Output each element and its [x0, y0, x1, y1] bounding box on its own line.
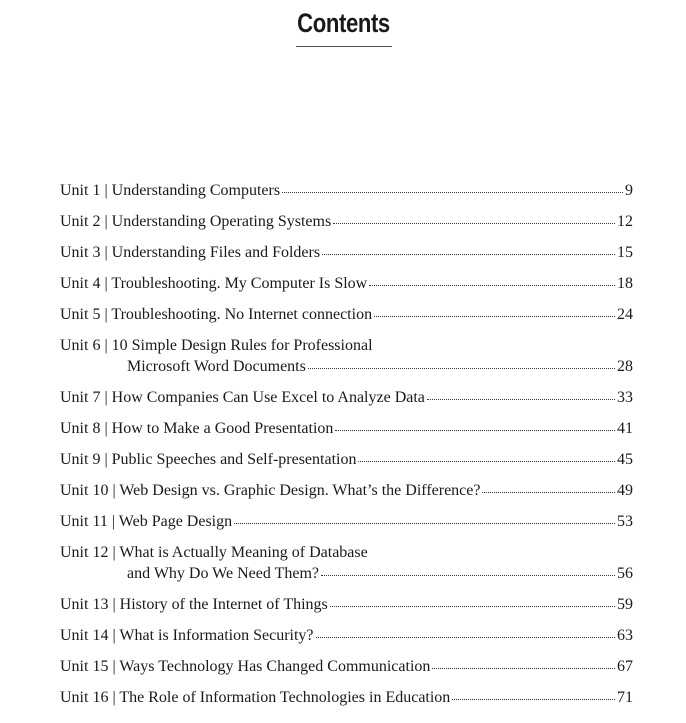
toc-entry-title: Unit 12 | What is Actually Meaning of Database — [60, 544, 368, 561]
toc-entry-title: Unit 13 | History of the Internet of Things — [60, 596, 328, 613]
toc-page-number: 28 — [617, 358, 633, 375]
dot-leader — [330, 595, 615, 609]
toc-entry-line — [60, 418, 633, 439]
toc-entry-title: Unit 15 | Ways Technology Has Changed Communication — [60, 658, 431, 675]
toc-page-number: 12 — [617, 213, 633, 230]
toc-page-number: 67 — [617, 658, 633, 675]
toc-page-number: 9 — [625, 182, 633, 199]
dot-leader — [427, 388, 615, 402]
toc-entry-title: Unit 7 | How Companies Can Use Excel to Analyze Data — [60, 389, 425, 406]
toc-entry[interactable] — [60, 242, 633, 263]
table-of-contents — [60, 180, 633, 718]
toc-page-number: 49 — [617, 482, 633, 499]
toc-entry[interactable] — [60, 594, 633, 615]
toc-entry-title: Unit 4 | Troubleshooting. My Computer Is Slow — [60, 275, 368, 292]
toc-entry-line — [60, 542, 633, 563]
toc-entry[interactable] — [60, 687, 633, 708]
dot-leader — [482, 481, 615, 495]
toc-entry[interactable] — [60, 449, 633, 470]
toc-entry[interactable] — [60, 656, 633, 677]
toc-entry-line — [60, 387, 633, 408]
title-wrap — [0, 6, 686, 40]
dot-leader — [282, 181, 623, 195]
toc-entry-title: Unit 3 | Understanding Files and Folders — [60, 244, 321, 261]
toc-entry-title: and Why Do We Need Them? — [127, 565, 319, 582]
toc-entry-title: Microsoft Word Documents — [127, 358, 306, 375]
toc-entry-line — [60, 242, 633, 263]
toc-page-number: 33 — [617, 389, 633, 406]
dot-leader — [374, 305, 615, 319]
toc-entry-title: Unit 8 | How to Make a Good Presentation — [60, 420, 334, 437]
toc-entry-line — [60, 656, 633, 677]
toc-page-number: 45 — [617, 451, 633, 468]
toc-page-number: 41 — [617, 420, 633, 437]
toc-page-number: 15 — [617, 244, 633, 261]
toc-entry-title: Unit 5 | Troubleshooting. No Internet connection — [60, 306, 373, 323]
dot-leader — [432, 657, 615, 671]
dot-leader — [452, 688, 615, 702]
toc-entry-continuation — [60, 356, 633, 377]
page-title: Contents — [296, 8, 390, 38]
toc-entry-title: Unit 11 | Web Page Design — [60, 513, 233, 530]
dot-leader — [358, 450, 615, 464]
toc-entry-title: Unit 16 | The Role of Information Technologies in Education — [60, 689, 451, 706]
toc-entry[interactable] — [60, 625, 633, 646]
toc-page-number: 53 — [617, 513, 633, 530]
dot-leader — [234, 512, 615, 526]
toc-entry-line — [60, 273, 633, 294]
dot-leader — [335, 419, 615, 433]
toc-entry-title: Unit 14 | What is Information Security? — [60, 627, 314, 644]
toc-page-number: 59 — [617, 596, 633, 613]
toc-entry[interactable] — [60, 335, 633, 377]
toc-entry[interactable] — [60, 511, 633, 532]
toc-entry[interactable] — [60, 480, 633, 501]
toc-entry[interactable] — [60, 418, 633, 439]
toc-page-number: 63 — [617, 627, 633, 644]
toc-entry-line — [60, 511, 633, 532]
toc-entry-continuation — [60, 563, 633, 584]
toc-entry[interactable] — [60, 211, 633, 232]
toc-entry-title: Unit 9 | Public Speeches and Self-presentation — [60, 451, 357, 468]
toc-entry-title: Unit 2 | Understanding Operating Systems — [60, 213, 332, 230]
dot-leader — [322, 243, 615, 257]
toc-page-number: 56 — [617, 565, 633, 582]
toc-entry-title: Unit 6 | 10 Simple Design Rules for Professional — [60, 337, 373, 354]
toc-entry-line — [60, 335, 633, 356]
toc-entry-line — [60, 687, 633, 708]
toc-entry-title: Unit 1 | Understanding Computers — [60, 182, 281, 199]
toc-entry-title: Unit 10 | Web Design vs. Graphic Design. What’s the Difference? — [60, 482, 481, 499]
toc-entry-line — [60, 449, 633, 470]
toc-page-number: 18 — [617, 275, 633, 292]
toc-entry-line — [60, 304, 633, 325]
toc-entry[interactable] — [60, 273, 633, 294]
dot-leader — [369, 274, 615, 288]
dot-leader — [316, 626, 615, 640]
toc-entry-line — [60, 180, 633, 201]
dot-leader — [333, 212, 615, 226]
toc-entry-line — [60, 625, 633, 646]
toc-entry[interactable] — [60, 304, 633, 325]
dot-leader — [321, 564, 615, 578]
title-underline — [296, 46, 392, 47]
toc-entry-line — [60, 211, 633, 232]
toc-entry[interactable] — [60, 542, 633, 584]
toc-entry[interactable] — [60, 387, 633, 408]
toc-entry-line — [60, 480, 633, 501]
toc-page-number: 24 — [617, 306, 633, 323]
toc-entry-line — [60, 594, 633, 615]
toc-page-number: 71 — [617, 689, 633, 706]
dot-leader — [308, 357, 615, 371]
toc-entry[interactable] — [60, 180, 633, 201]
